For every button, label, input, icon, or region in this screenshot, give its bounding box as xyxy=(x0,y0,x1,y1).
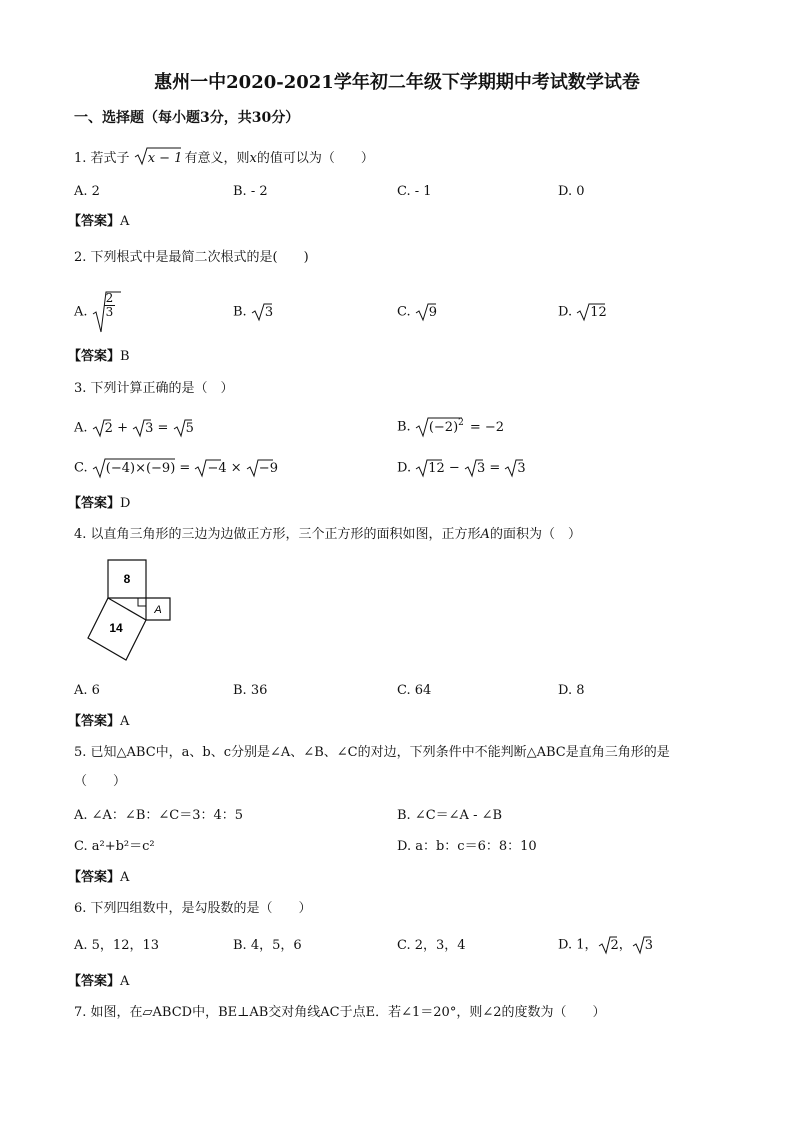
pythagoras-figure xyxy=(82,556,182,668)
q4-option-b[interactable]: B. 36 xyxy=(233,683,268,698)
section-heading: 一、选择题（每小题3分，共30分） xyxy=(74,110,300,126)
q6-option-b[interactable]: B. 4，5，6 xyxy=(233,938,302,953)
q1-answer: 【答案】A xyxy=(68,214,130,229)
q2-answer: 【答案】B xyxy=(68,349,130,364)
page-title: 惠州一中2020-2021学年初二年级下学期期中考试数学试卷 xyxy=(154,72,640,93)
question-2-stem: 2. 下列根式中是最简二次根式的是( ) xyxy=(74,250,309,265)
q2-option-d[interactable]: D. 12 xyxy=(558,304,607,320)
q5-option-d[interactable]: D. a：b：c＝6：8：10 xyxy=(397,839,537,854)
q6-option-a[interactable]: A. 5，12，13 xyxy=(74,938,160,953)
q4-option-a[interactable]: A. 6 xyxy=(74,683,100,698)
q6-answer: 【答案】A xyxy=(68,974,130,989)
q3-answer: 【答案】D xyxy=(68,496,131,511)
question-5-line2: （ ） xyxy=(74,774,127,789)
question-5-line1: 5. 已知△ABC中，a、b、c分别是∠A、∠B、∠C的对边，下列条件中不能判断△ABC是直角三角形的是 xyxy=(74,745,670,760)
label-top: 8 xyxy=(123,572,131,586)
q4-option-d[interactable]: D. 8 xyxy=(558,683,585,698)
label-right: A xyxy=(154,604,162,616)
q5-option-c[interactable]: C. a²+b²＝c² xyxy=(74,839,155,854)
label-hypotenuse: 14 xyxy=(109,621,123,635)
question-1-stem: 1. 若式子 x − 1 有意义，则x的值可以为（ ） xyxy=(74,146,374,171)
q4-answer: 【答案】A xyxy=(68,714,130,729)
question-7-stem: 7. 如图，在▱ABCD中，BE⊥AB交对角线AC于点E．若∠1＝20°，则∠2的度数为（ ） xyxy=(74,1005,606,1020)
q3-option-c[interactable]: C. (−4)×(−9) = −4 × −9 xyxy=(74,460,278,476)
question-4-stem: 4. 以直角三角形的三边为边做正方形，三个正方形的面积如图，正方形A的面积为（ ） xyxy=(74,527,581,542)
q6-option-d[interactable]: D. 1， 2， 3 xyxy=(558,937,654,953)
question-6-stem: 6. 下列四组数中，是勾股数的是（ ） xyxy=(74,901,312,916)
q5-option-b[interactable]: B. ∠C＝∠A - ∠B xyxy=(397,808,503,823)
q4-option-c[interactable]: C. 64 xyxy=(397,683,432,698)
q1-option-b[interactable]: B. - 2 xyxy=(233,184,268,199)
question-3-stem: 3. 下列计算正确的是（ ） xyxy=(74,381,234,396)
q2-option-a[interactable]: A. $\frac{2}{3}$ xyxy=(74,290,122,334)
q1-option-c[interactable]: C. - 1 xyxy=(397,184,432,199)
q6-option-c[interactable]: C. 2，3，4 xyxy=(397,938,466,953)
q3-option-b[interactable]: B. $(-2)^2 = -2$ xyxy=(397,418,505,435)
q2-option-b[interactable]: B. 3 xyxy=(233,304,274,320)
q3-option-d[interactable]: D. 12 − 3 = 3 xyxy=(397,460,526,476)
q3-option-a[interactable]: A. 2 + 3 = 5 xyxy=(74,420,194,436)
q2-option-c[interactable]: C. 9 xyxy=(397,304,438,320)
right-angle-mark xyxy=(138,598,146,606)
q1-option-d[interactable]: D. 0 xyxy=(558,184,585,199)
q5-option-a[interactable]: A. ∠A：∠B：∠C＝3：4：5 xyxy=(74,808,244,823)
q1-option-a[interactable]: A. 2 xyxy=(74,184,100,199)
q5-answer: 【答案】A xyxy=(68,870,130,885)
